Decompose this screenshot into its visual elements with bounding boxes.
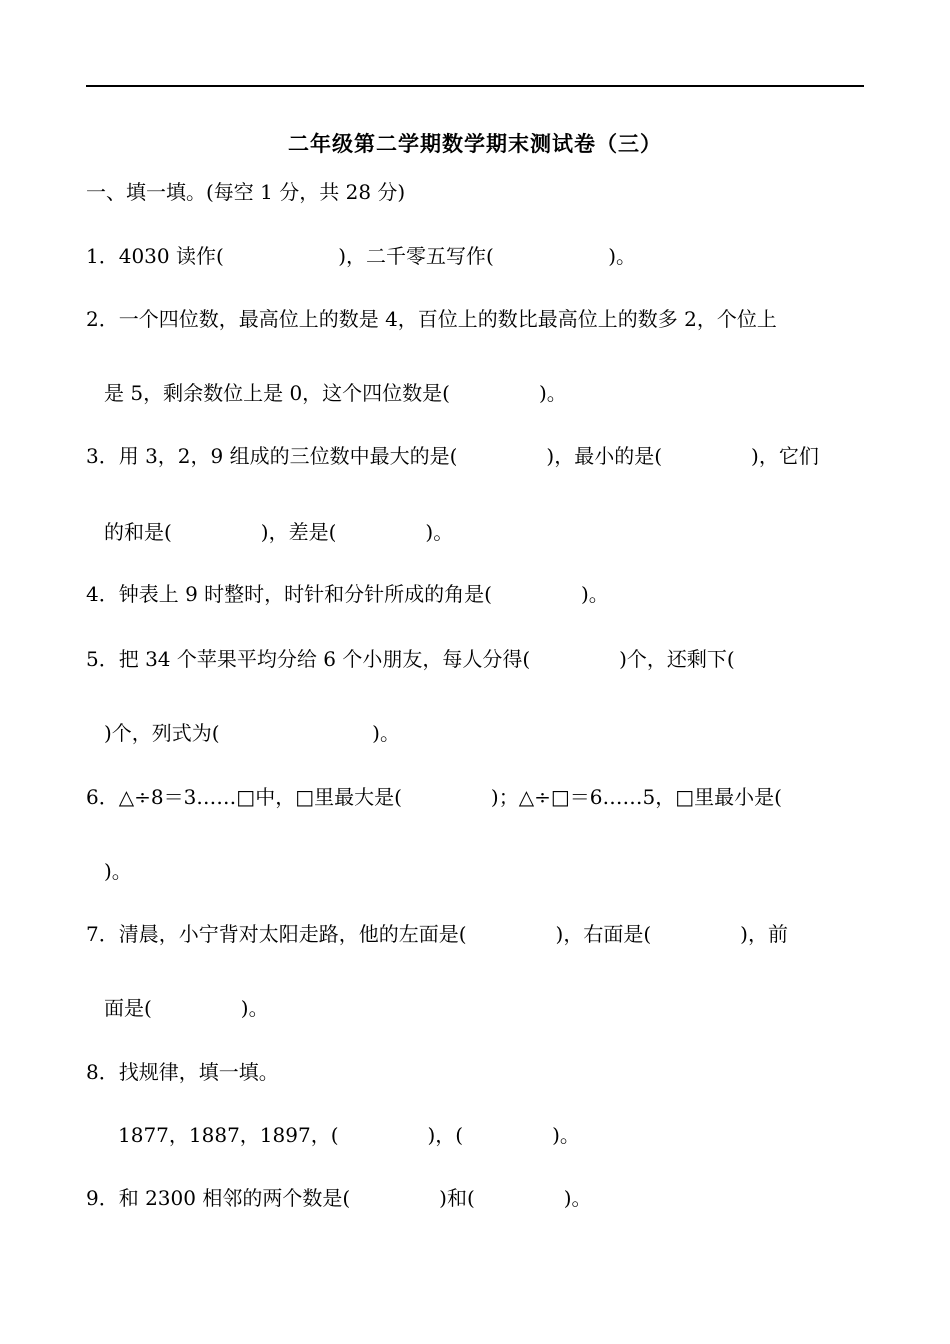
question-5-line-2: )个，列式为( )。 <box>104 721 400 745</box>
question-2-line-2: 是 5，剩余数位上是 0，这个四位数是( )。 <box>104 381 567 405</box>
question-2-line-1: 2．一个四位数，最高位上的数是 4，百位上的数比最高位上的数多 2，个位上 <box>86 307 777 331</box>
page-title: 二年级第二学期数学期末测试卷（三） <box>288 131 662 156</box>
top-rule <box>86 85 864 87</box>
question-8-sequence: 1877，1887，1897，( )，( )。 <box>118 1123 580 1147</box>
question-7-line-2: 面是( )。 <box>104 996 269 1020</box>
question-8-heading: 8．找规律，填一填。 <box>86 1060 279 1084</box>
question-7-line-1: 7．清晨，小宁背对太阳走路，他的左面是( )，右面是( )，前 <box>86 922 788 946</box>
question-6-line-1: 6．△÷8＝3……□中，□里最大是( )；△÷□＝6……5，□里最小是( <box>86 785 782 809</box>
question-6-line-2: )。 <box>104 859 132 883</box>
question-3-line-1: 3．用 3，2，9 组成的三位数中最大的是( )，最小的是( )，它们 <box>86 444 819 468</box>
question-5-line-1: 5．把 34 个苹果平均分给 6 个小朋友，每人分得( )个，还剩下( <box>86 647 735 671</box>
section-heading: 一、填一填。(每空 1 分，共 28 分) <box>86 180 406 204</box>
question-9: 9．和 2300 相邻的两个数是( )和( )。 <box>86 1186 592 1210</box>
question-1: 1．4030 读作( )，二千零五写作( )。 <box>86 244 637 268</box>
question-4: 4．钟表上 9 时整时，时针和分针所成的角是( )。 <box>86 582 609 606</box>
question-3-line-2: 的和是( )，差是( )。 <box>104 520 454 544</box>
